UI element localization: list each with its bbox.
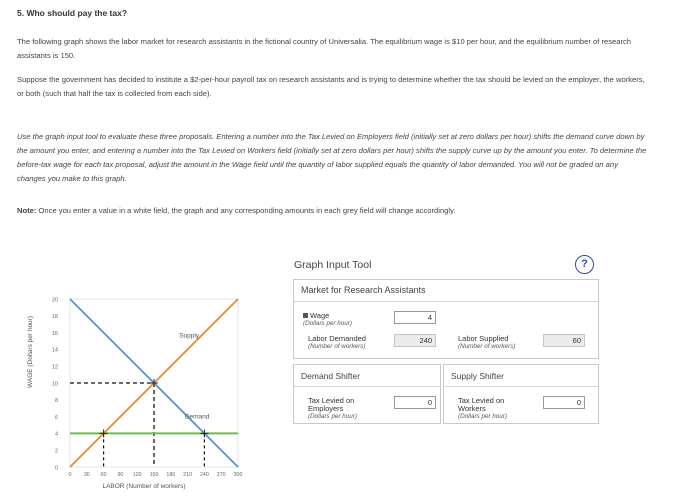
y-tick-label: 18 <box>51 314 58 321</box>
x-tick-label: 60 <box>100 472 107 478</box>
demand-shifter-divider <box>294 386 440 387</box>
note-label: Note: <box>17 206 37 215</box>
proposal-paragraph: Suppose the government has decided to institute a $2-per-hour payroll tax on research assistants and is trying to determine whether the tax should be levied on the employer, the workers, or both (such that half the tax is collected from each side). <box>17 75 645 98</box>
supply-curve-label: Supply <box>179 332 200 340</box>
labor-market-chart[interactable] <box>0 284 262 503</box>
demand-shifter-title: Demand Shifter <box>301 371 361 381</box>
question-title: 5. Who should pay the tax? <box>17 8 128 18</box>
y-tick-label: 12 <box>51 364 58 371</box>
x-tick-label: 150 <box>149 472 159 478</box>
x-tick-label: 30 <box>83 472 90 478</box>
market-panel <box>293 279 599 359</box>
employer-tax-sub-label: (Dollars per hour) <box>308 413 357 420</box>
wage-marker-icon <box>303 313 308 318</box>
labor-demanded-value: 240 <box>394 334 436 347</box>
y-tick-label: 2 <box>54 448 58 455</box>
supply-shifter-title: Supply Shifter <box>451 371 504 381</box>
wage-label: Wage <box>310 311 330 320</box>
y-tick-label: 8 <box>54 398 58 405</box>
market-title: Market for Research Assistants <box>301 285 426 295</box>
wage-label-group <box>303 312 352 327</box>
x-tick-label: 240 <box>199 472 209 478</box>
labor-demanded-group <box>308 335 366 350</box>
x-tick-label: 210 <box>183 472 193 478</box>
intro-paragraph: The following graph shows the labor market for research assistants in the fictional country of Universalia. The equilibrium wage is $10 per hour, and the equilibrium number of research assistants is 150. <box>17 37 632 60</box>
worker-tax-label-group <box>458 397 507 420</box>
supply-shifter-panel <box>443 364 599 424</box>
y-tick-label: 16 <box>51 330 58 337</box>
employer-tax-label-line1: Tax Levied on <box>308 396 355 405</box>
x-tick-label: 0 <box>68 472 72 478</box>
y-tick-label: 14 <box>51 347 58 354</box>
y-tick-label: 4 <box>54 431 58 438</box>
y-tick-label: 6 <box>54 414 58 421</box>
tool-title: Graph Input Tool <box>294 259 372 271</box>
x-tick-label: 180 <box>166 472 176 478</box>
employer-tax-label-line2: Employers <box>308 404 344 413</box>
labor-demanded-label: Labor Demanded <box>308 334 366 343</box>
wage-input[interactable]: 4 <box>394 311 436 324</box>
demand-curve-label: Demand <box>184 413 210 421</box>
worker-tax-input[interactable]: 0 <box>543 396 585 409</box>
x-axis-label: LABOR (Number of workers) <box>102 483 186 490</box>
note-text: Once you enter a value in a white field, the graph and any corresponding amounts in each grey field will change accordingly. <box>36 206 456 215</box>
note-paragraph <box>17 204 647 218</box>
labor-supplied-label: Labor Supplied <box>458 334 509 343</box>
employer-tax-label-group <box>308 397 357 420</box>
x-tick-label: 90 <box>117 472 124 478</box>
labor-supplied-value: 60 <box>543 334 585 347</box>
labor-demanded-sub-label: (Number of workers) <box>308 343 366 350</box>
worker-tax-label-line2: Workers <box>458 404 486 413</box>
supply-shifter-divider <box>444 386 598 387</box>
labor-supplied-group <box>458 335 515 350</box>
wage-sub-label: (Dollars per hour) <box>303 320 352 327</box>
x-tick-label: 270 <box>216 472 226 478</box>
x-tick-label: 120 <box>132 472 142 478</box>
worker-tax-sub-label: (Dollars per hour) <box>458 413 507 420</box>
market-divider <box>294 301 598 302</box>
y-axis-label: WAGE (Dollars per hour) <box>27 316 34 388</box>
x-tick-label: 300 <box>233 472 243 478</box>
employer-tax-input[interactable]: 0 <box>394 396 436 409</box>
instructions-paragraph: Use the graph input tool to evaluate these three proposals. Entering a number into the Tax Levied on Employers field (initially set at zero dollars per hour) shifts the demand curve down by the amount you enter, and entering a number into the Tax Levied on Workers field (initially set at zero dollars per hour) shifts the supply curve up by the amount you enter. To determine the before-tax wage for each tax proposal, adjust the amount in the Wage field until the quantity of labor supplied equals the quantity of labor demanded. You will not be graded on any changes you make to this graph. <box>17 132 647 183</box>
y-tick-label: 0 <box>54 465 58 472</box>
worker-tax-label-line1: Tax Levied on <box>458 396 505 405</box>
y-tick-label: 20 <box>51 297 58 304</box>
demand-shifter-panel <box>293 364 441 424</box>
labor-market-graph[interactable] <box>0 284 262 503</box>
labor-supplied-sub-label: (Number of workers) <box>458 343 516 350</box>
y-tick-label: 10 <box>51 381 58 388</box>
help-icon[interactable]: ? <box>575 255 594 274</box>
